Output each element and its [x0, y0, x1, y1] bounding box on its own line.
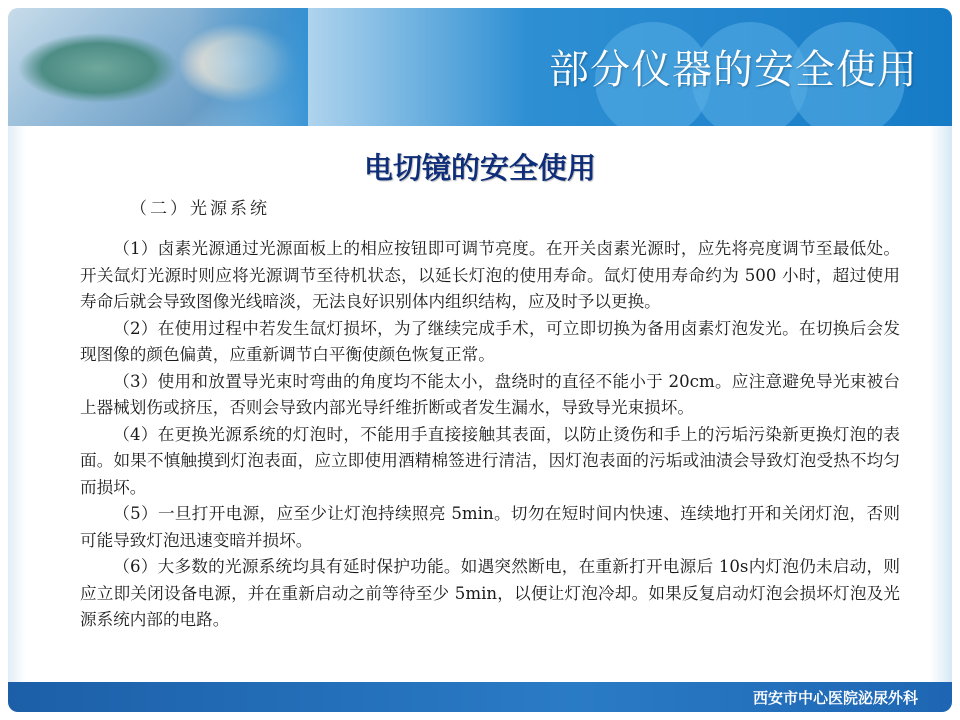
body-text: [80, 236, 900, 634]
paragraph-2: （2）在使用过程中若发生氙灯损坏，为了继续完成手术，可立即切换为备用卤素灯泡发光。在切换后会发现图像的颜色偏黄，应重新调节白平衡使颜色恢复正常。: [80, 318, 900, 364]
paragraph-4: （4）在更换光源系统的灯泡时，不能用手直接接触其表面，以防止烫伤和手上的污垢污染新更换灯泡的表面。如果不慎触摸到灯泡表面，应立即使用酒精棉签进行清洁，因灯泡表面的污垢或油渍会导致灯泡受热不均匀而损坏。: [80, 424, 900, 497]
footer-bar: [8, 682, 952, 712]
paragraph-6: （6）大多数的光源系统均具有延时保护功能。如遇突然断电，在重新打开电源后 10s内灯泡仍未启动，则应立即关闭设备电源，并在重新启动之前等待至少 5min，以便让灯泡冷却。如果反复启动灯泡会损坏灯泡及光源系统内部的电路。: [80, 557, 900, 629]
surgery-photo: [8, 8, 308, 126]
footer-institution: 西安市中心医院泌尿外科: [752, 689, 918, 707]
paragraph-1: （1）卤素光源通过光源面板上的相应按钮即可调节亮度。在开关卤素光源时，应先将亮度调节至最低处。开关氙灯光源时则应将光源调节至待机状态，以延长灯泡的使用寿命。氙灯使用寿命约为 500 小时，超过使用寿命后就会导致图像光线暗淡，无法良好识别体内组织结构，应及时予以更换。: [80, 239, 900, 311]
header-title: 部分仪器的安全使用: [549, 47, 918, 93]
section-heading: （二）光源系统: [130, 199, 270, 219]
page-subtitle: 电切镜的安全使用: [363, 151, 596, 185]
content-area: [8, 126, 952, 682]
paragraph-3: （3）使用和放置导光束时弯曲的角度均不能太小，盘绕时的直径不能小于 20cm。应注意避免导光束被台上器械划伤或挤压，否则会导致内部光导纤维折断或者发生漏水，导致导光束损坏。: [80, 371, 900, 417]
paragraph-5: （5）一旦打开电源，应至少让灯泡持续照亮 5min。切勿在短时间内快速、连续地打开和关闭灯泡，否则可能导致灯泡迅速变暗并损坏。: [80, 504, 900, 550]
header-banner: [8, 8, 952, 126]
